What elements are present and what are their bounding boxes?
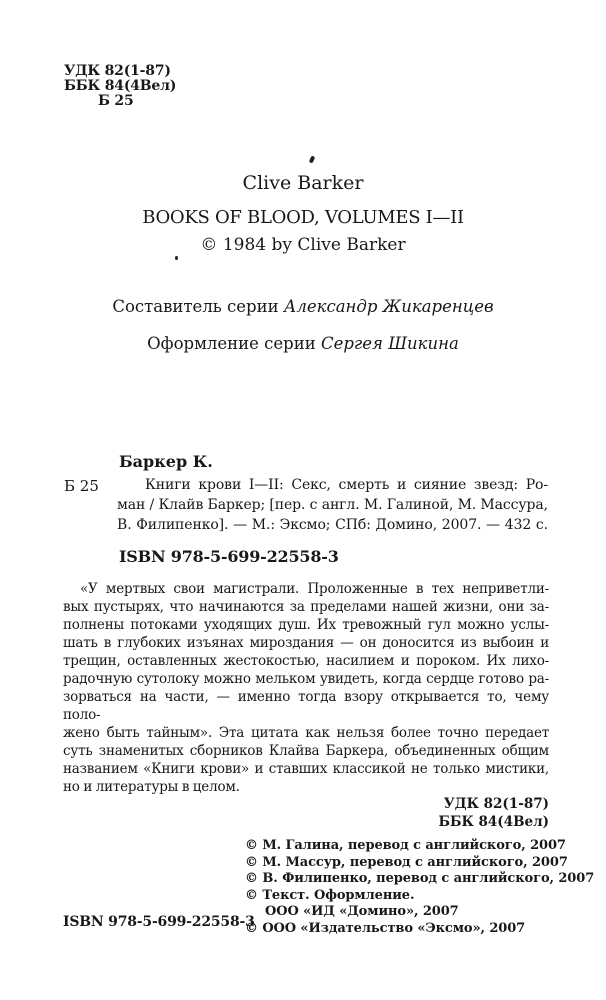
author-sign-top: Б 25 [98, 93, 134, 109]
annotation-line: но и литературы в целом. [63, 779, 240, 795]
series-editor-line [0, 297, 606, 316]
copyright-line: © М. Галина, перевод с английского, 2007 [245, 838, 566, 853]
original-author: Clive Barker [242, 172, 364, 194]
series-designer-name: Сергея Шикина [320, 334, 459, 353]
catalog-card-code: Б 25 [64, 477, 99, 495]
annotation-line: суть знаменитых сборников Клайва Баркера, объединенных общим [63, 743, 549, 759]
annotation-line: вых пустырях, что начинаются за пределами нашей жизни, они за- [63, 599, 549, 615]
copyright-line: © ООО «Издательство «Эксмо», 2007 [245, 920, 526, 936]
udk-code-bottom: УДК 82(1-87) [443, 796, 549, 812]
annotation-line: радочную сутолоку можно мельком увидеть, когда сердце готово ра- [63, 671, 549, 687]
bbk-code-top: ББК 84(4Вел) [64, 78, 177, 94]
copyright-line: © М. Массур, перевод с английского, 2007 [245, 854, 568, 870]
series-editor-name: Александр Жикаренцев [283, 297, 494, 316]
series-designer-line [0, 334, 606, 353]
copyright-line: © В. Филипенко, перевод с английского, 2007 [245, 871, 595, 886]
catalog-card-author: Баркер К. [119, 452, 213, 471]
series-credits [0, 297, 606, 353]
original-title-block [0, 173, 606, 255]
udk-code-top: УДК 82(1-87) [64, 63, 171, 79]
copyright-imprint-block [245, 838, 594, 937]
series-designer-prefix: Оформление серии [147, 334, 321, 353]
scan-speck [309, 155, 316, 163]
original-title: BOOKS OF BLOOD, VOLUMES I—II [142, 207, 464, 228]
annotation-line: «У мертвых свои магистрали. Проложенные в тех неприветли- [80, 581, 549, 597]
copyright-line: ООО «ИД «Домино», 2007 [265, 904, 459, 919]
bbk-code-bottom: ББК 84(4Вел) [438, 813, 549, 830]
copyright-line: © Текст. Оформление. [245, 887, 415, 903]
catalog-codes-top [64, 64, 176, 109]
annotation-line: шать в глубоких изъянах мироздания — он доносится из выбоин и [63, 635, 549, 651]
annotation-line: полнены потоками уходящих душ. Их тревожный гул можно услы- [63, 617, 549, 633]
annotation-line: трещин, оставленных жестокостью, насилием и пороком. Их лихо- [63, 653, 549, 669]
annotation-line: названием «Книги крови» и ставших классикой не только мистики, [63, 761, 549, 777]
annotation-line: зорваться на части, — именно тогда взору открывается то, чему поло- [63, 689, 549, 723]
annotation-line: жено быть тайным». Эта цитата как нельзя более точно передает [63, 725, 549, 741]
scan-speck [175, 256, 178, 260]
catalog-codes-bottom [63, 796, 549, 831]
catalog-card-description [117, 475, 548, 535]
series-editor-prefix: Составитель серии [112, 297, 284, 316]
original-copyright: © 1984 by Clive Barker [200, 235, 406, 255]
description-line: В. Филипенко]. — М.: Эксмо; СПб: Домино, 2007. — 432 с. [117, 517, 548, 533]
isbn-bottom: ISBN 978-5-699-22558-3 [63, 914, 255, 930]
description-line: ман / Клайв Баркер; [пер. с англ. М. Галиной, М. Массура, [117, 497, 548, 513]
isbn-catalog: ISBN 978-5-699-22558-3 [119, 547, 339, 566]
annotation-paragraph [63, 580, 549, 831]
description-line: Книги крови I—II: Секс, смерть и сияние звезд: Ро- [145, 477, 548, 493]
